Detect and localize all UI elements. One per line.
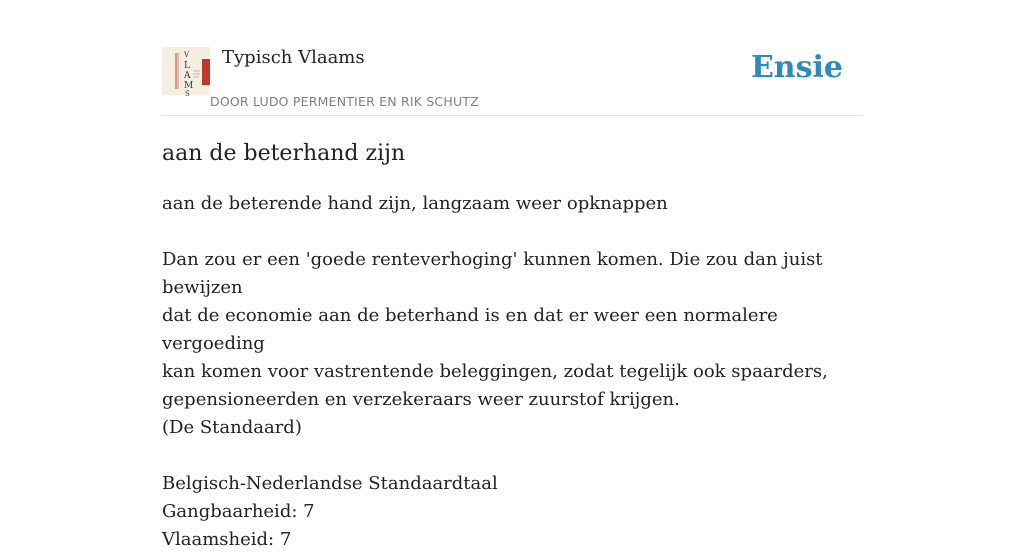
example-source: (De Standaard)	[162, 417, 302, 438]
entry-definition: aan de beterende hand zijn, langzaam weer opknappen	[162, 193, 668, 214]
example-line: dat de economie aan de beterhand is en dat er weer een normalere vergoeding	[162, 305, 778, 354]
entry-meta	[162, 470, 862, 554]
logo-letter: M	[184, 81, 194, 91]
entry-header	[162, 44, 862, 116]
entry-card	[162, 44, 862, 554]
logo-letter: V	[184, 51, 190, 59]
example-line: kan komen voor vastrentende beleggingen, zodat tegelijk ook spaarders,	[162, 361, 828, 382]
logo-letter: S	[185, 90, 190, 98]
entry-example	[162, 246, 862, 442]
dictionary-title[interactable]: Typisch Vlaams	[222, 47, 365, 68]
typisch-vlaams-book-icon[interactable]	[162, 47, 210, 98]
entry-term: aan de beterhand zijn	[162, 141, 406, 166]
example-line: Dan zou er een 'goede renteverhoging' kunnen komen. Die zou dan juist bewijzen	[162, 249, 823, 298]
logo-letter: A	[184, 71, 191, 81]
language-label: Belgisch-Nederlandse Standaardtaal	[162, 473, 498, 494]
ensie-logo[interactable]: Ensie	[750, 50, 843, 85]
example-line: gepensioneerden en verzekeraars weer zuurstof krijgen.	[162, 389, 680, 410]
dictionary-authors: DOOR LUDO PERMENTIER EN RIK SCHUTZ	[210, 94, 479, 109]
gangbaarheid-score: Gangbaarheid: 7	[162, 501, 315, 522]
vlaamsheid-score: Vlaamsheid: 7	[162, 529, 292, 550]
logo-letter: L	[184, 61, 190, 71]
